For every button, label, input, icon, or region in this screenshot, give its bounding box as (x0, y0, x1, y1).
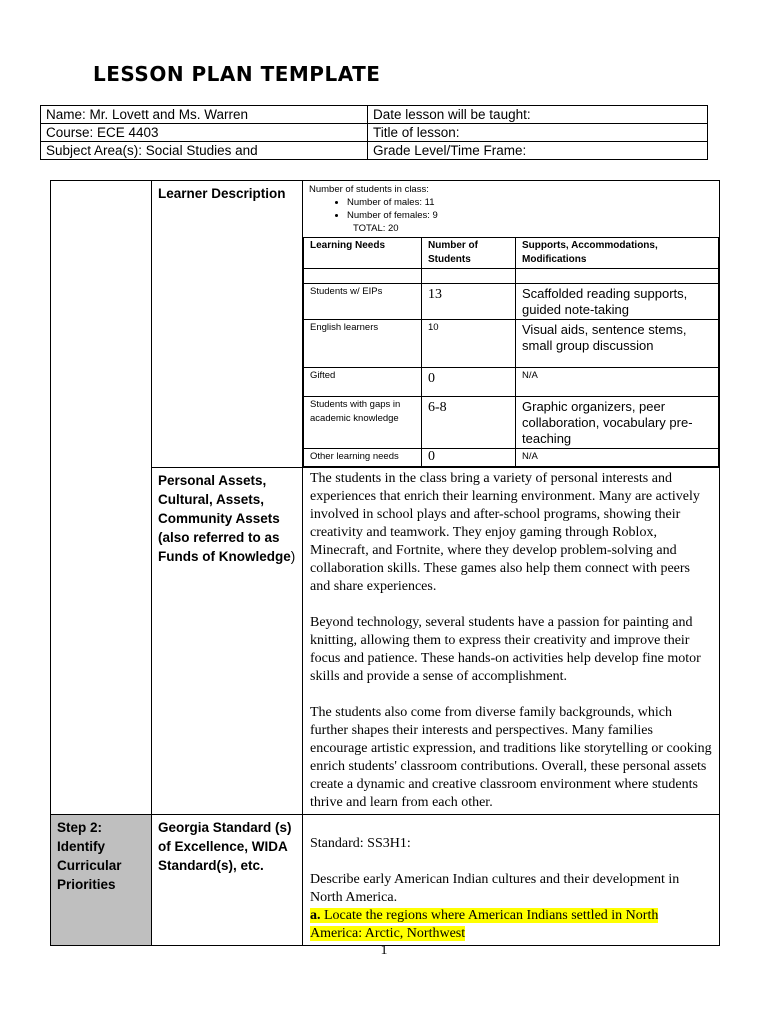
assets-paragraph: Beyond technology, several students have a passion for painting and knitting, allowing them to express their creativity and improve their focus and patience. These hands-on activities help develop fine motor skills and provide a sense of accomplishment. (310, 615, 701, 684)
need-support: Graphic organizers, peer collaboration, vocabulary pre-teaching (516, 397, 719, 449)
need-count: 13 (422, 284, 516, 320)
need-support: N/A (516, 368, 719, 397)
learner-description-row (51, 181, 720, 468)
personal-assets-label: Personal Assets, Cultural, Assets, Community Assets (also referred to as Funds of Knowledge) (152, 468, 303, 815)
table-row (304, 449, 719, 467)
subject-area: Subject Area(s): Social Studies and (41, 142, 368, 160)
header-row (41, 124, 708, 142)
need-support: Scaffolded reading supports, guided note-taking (516, 284, 719, 320)
standards-label: Georgia Standard (s) of Excellence, WIDA Standard(s), etc. (152, 815, 303, 946)
need-label: Gifted (304, 368, 422, 397)
standard-item (310, 907, 712, 943)
empty-step-cell (51, 181, 152, 815)
learner-description-label: Learner Description (152, 181, 303, 468)
assets-paragraph: The students in the class bring a variety of personal interests and experiences that enrich their learning environment. Many are actively involved in school plays and after-school programs, showing their creativity and teamwork. They enjoy gaming through Roblox, Minecraft, and Fortnite, where they develop problem-solving and collaboration skills. These games also help them connect with peers and share experiences. (310, 471, 700, 594)
need-support: N/A (516, 449, 719, 467)
need-label: English learners (304, 320, 422, 368)
page-number: 1 (380, 943, 388, 958)
step-2-row (51, 815, 720, 946)
col-header-count: Number of Students (422, 238, 516, 269)
standards-content (303, 815, 720, 946)
col-header-needs: Learning Needs (304, 238, 422, 269)
assets-paragraph: The students also come from diverse family backgrounds, which further shapes their interests and perspectives. Many families encourage artistic expression, and traditions like storytelling or cooking enrich students' classroom contributions. Overall, these personal assets create a dynamic and creative classroom environment where students thrive and learn from each other. (310, 705, 712, 810)
item-letter: a. (310, 908, 321, 923)
col-header-supports: Supports, Accommodations, Modifications (516, 238, 719, 269)
learner-description-content (303, 181, 720, 468)
standard-code: Standard: SS3H1: (310, 836, 411, 851)
lesson-title: Title of lesson: (368, 124, 708, 142)
need-label: Other learning needs (304, 449, 422, 467)
need-count: 0 (422, 368, 516, 397)
personal-assets-row (51, 468, 720, 815)
total-count: TOTAL: 20 (353, 223, 399, 234)
date-taught: Date lesson will be taught: (368, 106, 708, 124)
personal-assets-content (303, 468, 720, 815)
header-row (41, 106, 708, 124)
male-count: • Number of males: 11 (347, 196, 713, 209)
class-count (303, 181, 719, 237)
header-table (40, 105, 708, 160)
standard-description: Describe early American Indian cultures and their development in North America. (310, 872, 680, 905)
document-title: LESSON PLAN TEMPLATE (93, 62, 381, 86)
count-heading: Number of students in class: (309, 184, 429, 195)
step-2-label: Step 2: Identify Curricular Priorities (51, 815, 152, 946)
grade-level: Grade Level/Time Frame: (368, 142, 708, 160)
need-label: Students w/ EIPs (304, 284, 422, 320)
table-row (304, 320, 719, 368)
female-count: • Number of females: 9 (347, 209, 713, 222)
table-row (304, 368, 719, 397)
need-count: 6-8 (422, 397, 516, 449)
header-row (41, 142, 708, 160)
table-row (304, 397, 719, 449)
lesson-plan-table (50, 180, 720, 946)
learning-needs-header (304, 238, 719, 269)
teacher-names: Name: Mr. Lovett and Ms. Warren (41, 106, 368, 124)
need-support: Visual aids, sentence stems, small group discussion (516, 320, 719, 368)
need-label: Students with gaps in academic knowledge (304, 397, 422, 449)
learning-needs-table (303, 237, 719, 467)
item-text: Locate the regions where American Indians settled in North America: Arctic, Northwest (310, 908, 659, 941)
table-row (304, 284, 719, 320)
spacer-row (304, 269, 719, 284)
course: Course: ECE 4403 (41, 124, 368, 142)
need-count: 0 (422, 449, 516, 467)
need-count: 10 (422, 320, 516, 368)
